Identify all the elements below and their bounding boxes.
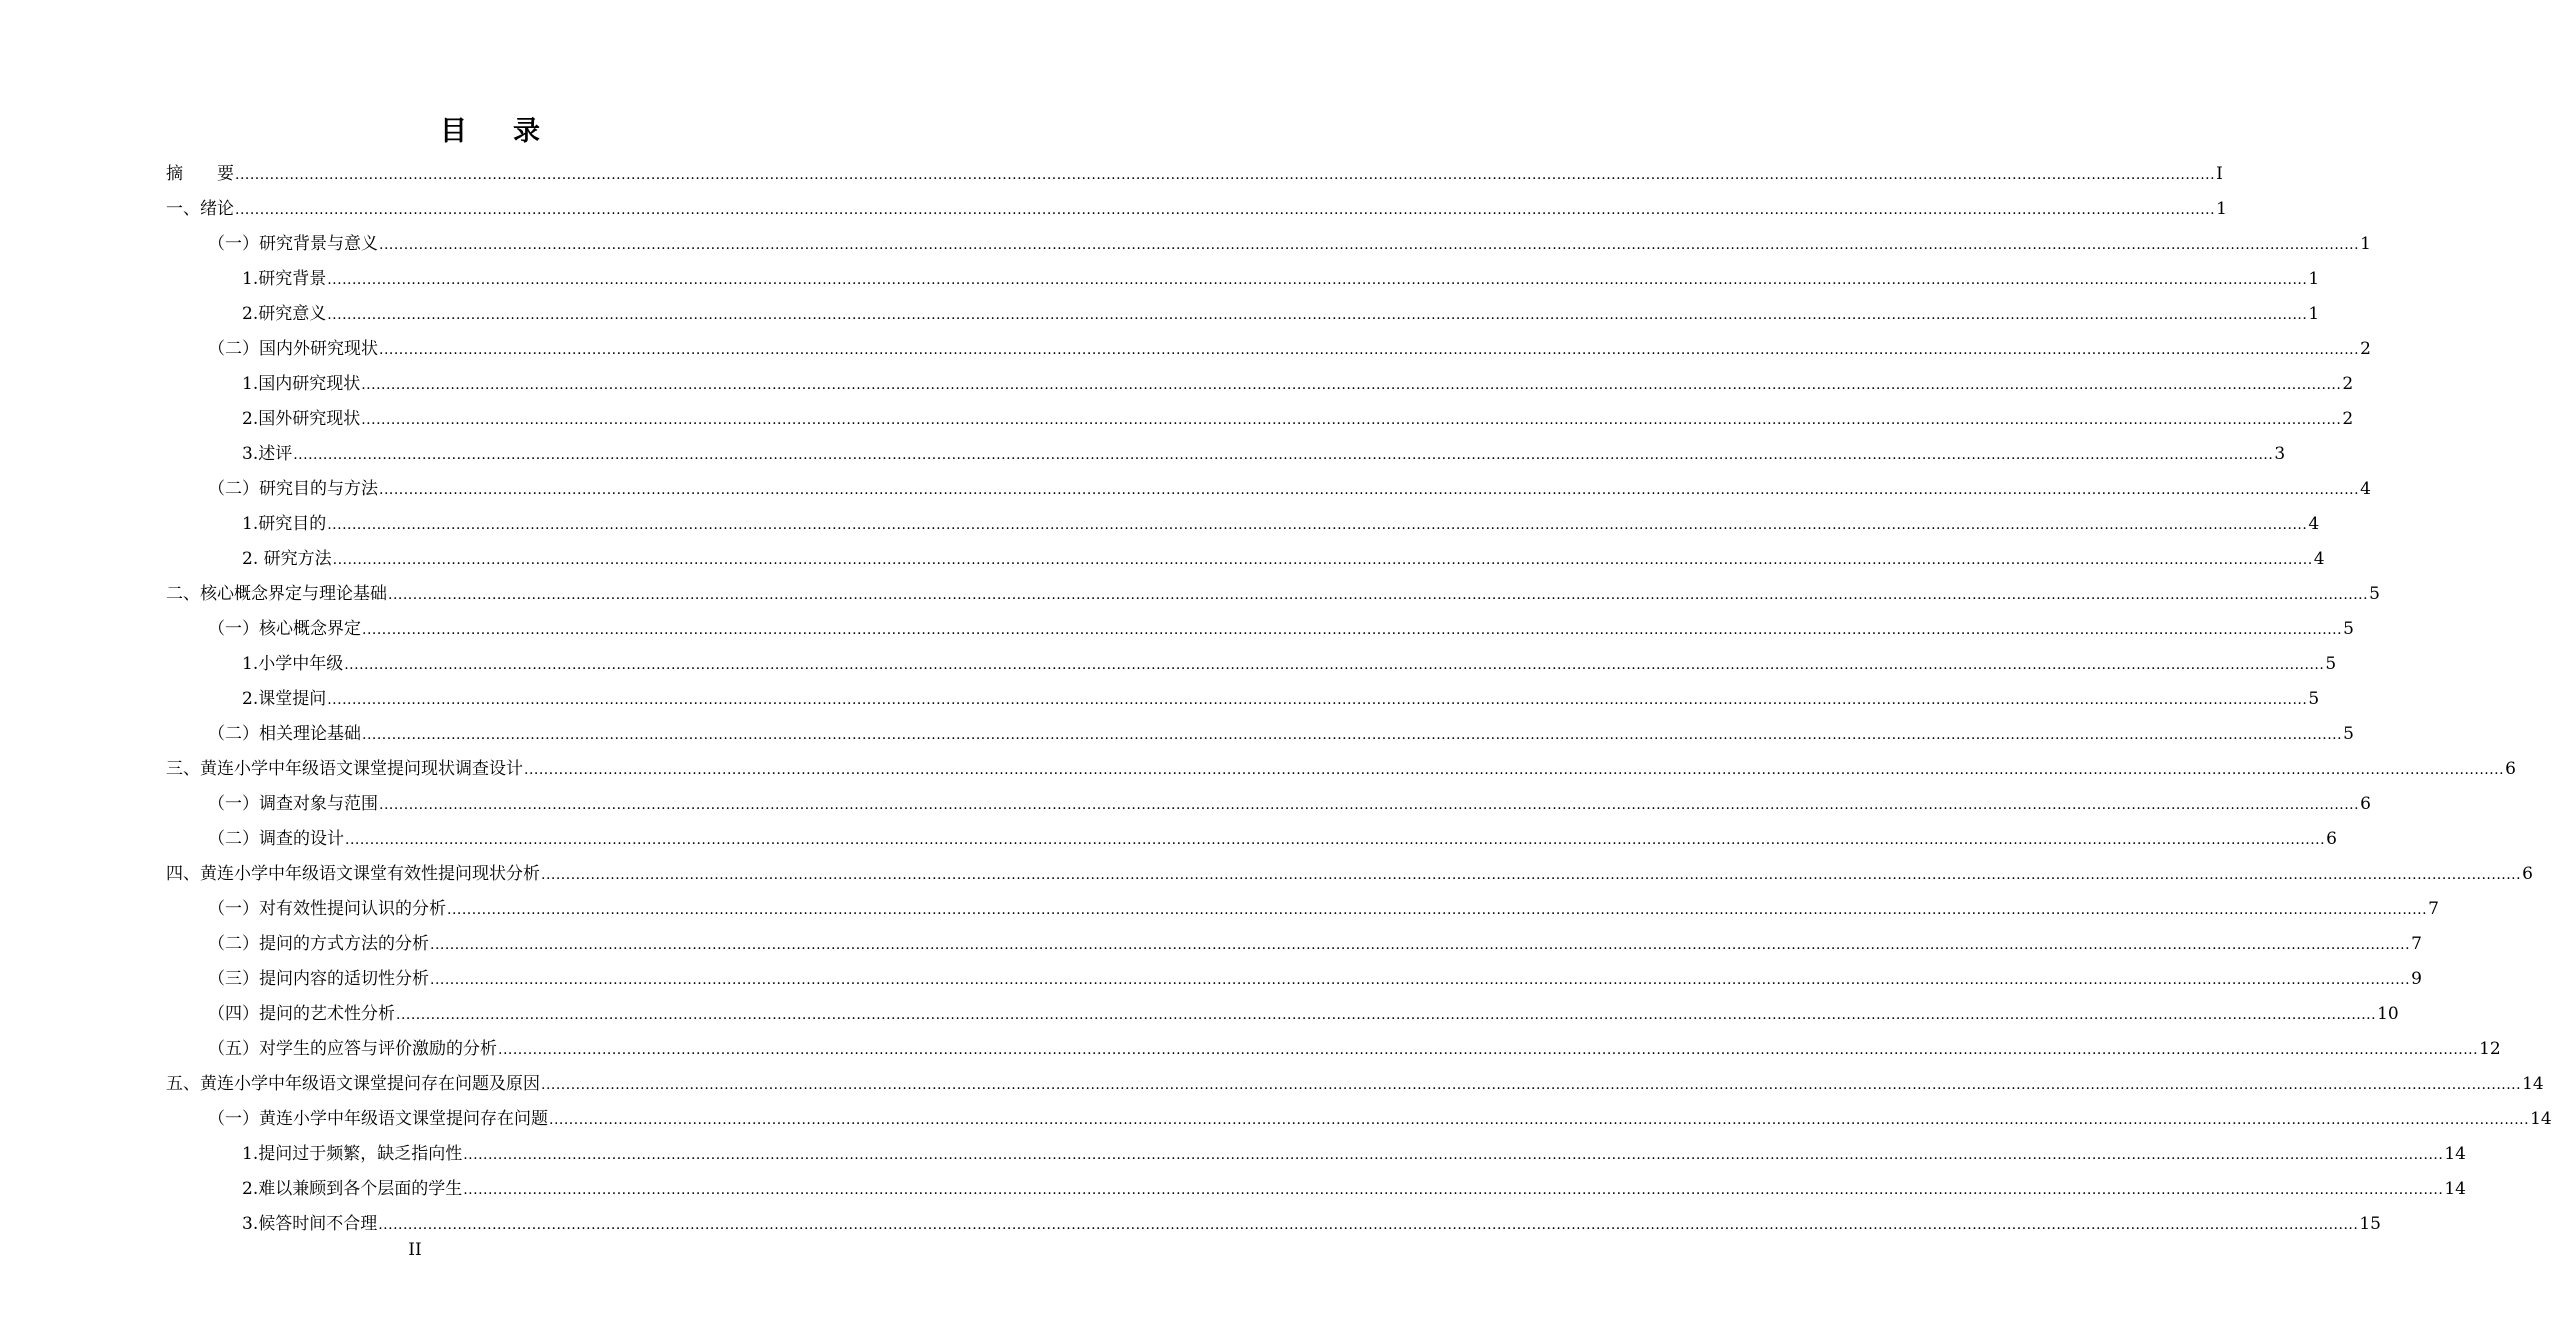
toc-dot-leader: ................................................................................................................................................................................................................................................................................................................................................................................................................ <box>379 797 2360 813</box>
toc-entry-title: 3.述评 <box>242 444 293 464</box>
toc-dot-leader: ................................................................................................................................................................................................................................................................................................................................................................................................................ <box>327 692 2308 708</box>
toc-dot-leader: ................................................................................................................................................................................................................................................................................................................................................................................................................ <box>293 447 2274 463</box>
toc-entry-page: 1 <box>2360 234 2371 254</box>
toc-entry-title: 1.小学中年级 <box>242 654 344 674</box>
toc-dot-leader: ................................................................................................................................................................................................................................................................................................................................................................................................................ <box>463 1147 2444 1163</box>
toc-entry-page: 14 <box>2444 1179 2466 1199</box>
toc-entry-page: 14 <box>2522 1074 2544 1094</box>
toc-entry[interactable] <box>166 682 2320 717</box>
toc-entry-page: 2 <box>2342 374 2354 394</box>
toc-dot-leader: ................................................................................................................................................................................................................................................................................................................................................................................................................ <box>447 902 2428 918</box>
toc-entry-page: 2 <box>2360 339 2371 359</box>
toc-entry[interactable] <box>166 542 2325 577</box>
toc-entry[interactable] <box>166 577 2380 612</box>
toc-title: 目录 <box>440 116 586 147</box>
toc-entry-title: （五）对学生的应答与评价激励的分析 <box>208 1039 497 1059</box>
toc-entry-page: 7 <box>2428 899 2439 919</box>
toc-entry-page: 3 <box>2274 444 2286 464</box>
toc-entry[interactable] <box>166 157 2223 192</box>
toc-entry[interactable] <box>166 192 2227 227</box>
toc-entry-page: 6 <box>2360 794 2371 814</box>
toc-entry-page: 1 <box>2216 199 2227 219</box>
toc-entry-title: 2.课堂提问 <box>242 689 327 709</box>
toc-dot-leader: ................................................................................................................................................................................................................................................................................................................................................................................................................ <box>430 937 2411 953</box>
toc-entry[interactable] <box>166 297 2320 332</box>
toc-entry[interactable] <box>166 647 2337 682</box>
toc-entry-page: 6 <box>2522 864 2533 884</box>
toc-entry-page: 5 <box>2369 584 2380 604</box>
toc-entry-title: （二）国内外研究现状 <box>208 339 378 359</box>
toc-entry[interactable] <box>166 227 2371 262</box>
toc-dot-leader: ................................................................................................................................................................................................................................................................................................................................................................................................................ <box>463 1182 2444 1198</box>
toc-entry-title: （二）相关理论基础 <box>208 724 361 744</box>
toc-entry[interactable] <box>166 1032 2501 1067</box>
toc-entry[interactable] <box>166 787 2371 822</box>
toc-entry-title: 1.国内研究现状 <box>242 374 361 394</box>
toc-dot-leader: ................................................................................................................................................................................................................................................................................................................................................................................................................ <box>498 1042 2479 1058</box>
toc-dot-leader: ................................................................................................................................................................................................................................................................................................................................................................................................................ <box>396 1007 2377 1023</box>
toc-entry[interactable] <box>166 1067 2544 1102</box>
toc-entry-title: 四、黄连小学中年级语文课堂有效性提问现状分析 <box>166 864 540 884</box>
toc-entry-title: 2.难以兼顾到各个层面的学生 <box>242 1179 463 1199</box>
toc-entry-title: （二）提问的方式方法的分析 <box>208 934 429 954</box>
toc-entry-title: 1.研究目的 <box>242 514 327 534</box>
toc-entry-page: 1 <box>2308 304 2320 324</box>
toc-entry[interactable] <box>166 1137 2466 1172</box>
toc-dot-leader: ................................................................................................................................................................................................................................................................................................................................................................................................................ <box>541 867 2522 883</box>
toc-entry-page: 14 <box>2530 1109 2552 1129</box>
toc-entry-page: 15 <box>2359 1214 2381 1234</box>
toc-entry[interactable] <box>166 1172 2466 1207</box>
toc-entry-title: 1.研究背景 <box>242 269 327 289</box>
toc-entry-title: （一）核心概念界定 <box>208 619 361 639</box>
toc-dot-leader: ................................................................................................................................................................................................................................................................................................................................................................................................................ <box>379 482 2360 498</box>
toc-dot-leader: ................................................................................................................................................................................................................................................................................................................................................................................................................ <box>524 762 2505 778</box>
toc-entry-page: 2 <box>2342 409 2354 429</box>
toc-entry[interactable] <box>166 892 2439 927</box>
toc-entry-title: （一）对有效性提问认识的分析 <box>208 899 446 919</box>
toc-dot-leader: ................................................................................................................................................................................................................................................................................................................................................................................................................ <box>327 517 2308 533</box>
toc-dot-leader: ................................................................................................................................................................................................................................................................................................................................................................................................................ <box>362 727 2343 743</box>
toc-dot-leader: ................................................................................................................................................................................................................................................................................................................................................................................................................ <box>361 377 2342 393</box>
toc-dot-leader: ................................................................................................................................................................................................................................................................................................................................................................................................................ <box>235 167 2216 183</box>
toc-dot-leader: ................................................................................................................................................................................................................................................................................................................................................................................................................ <box>430 972 2411 988</box>
toc-entry[interactable] <box>166 472 2371 507</box>
toc-entry-title: （二）研究目的与方法 <box>208 479 378 499</box>
toc-entry-title: （一）黄连小学中年级语文课堂提问存在问题 <box>208 1109 548 1129</box>
toc-entry-title: 2. 研究方法 <box>242 549 332 569</box>
toc-entry-title: 三、黄连小学中年级语文课堂提问现状调查设计 <box>166 759 523 779</box>
toc-entry[interactable] <box>166 332 2371 367</box>
toc-entry-title: （三）提问内容的适切性分析 <box>208 969 429 989</box>
toc-dot-leader: ................................................................................................................................................................................................................................................................................................................................................................................................................ <box>235 202 2216 218</box>
toc-entry[interactable] <box>166 752 2516 787</box>
toc-entry-page: 5 <box>2325 654 2337 674</box>
toc-entry-title: （一）研究背景与意义 <box>208 234 378 254</box>
toc-dot-leader: ................................................................................................................................................................................................................................................................................................................................................................................................................ <box>378 1217 2359 1233</box>
toc-entry-title: 五、黄连小学中年级语文课堂提问存在问题及原因 <box>166 1074 540 1094</box>
toc-entry[interactable] <box>166 927 2422 962</box>
toc-entry-page: 5 <box>2308 689 2320 709</box>
toc-entry[interactable] <box>166 507 2320 542</box>
toc-entry[interactable] <box>166 997 2399 1032</box>
toc-dot-leader: ................................................................................................................................................................................................................................................................................................................................................................................................................ <box>379 237 2360 253</box>
toc-entry[interactable] <box>166 262 2320 297</box>
toc-entry-title: 一、绪论 <box>166 199 234 219</box>
toc-entry-title: （二）调查的设计 <box>208 829 344 849</box>
toc-entry-title: （四）提问的艺术性分析 <box>208 1004 395 1024</box>
toc-entry[interactable] <box>166 1207 2381 1242</box>
toc-entry-title: 二、核心概念界定与理论基础 <box>166 584 387 604</box>
table-of-contents <box>166 157 2552 1242</box>
toc-entry-page: 10 <box>2377 1004 2399 1024</box>
toc-entry-page: 4 <box>2360 479 2371 499</box>
toc-entry-title: 3.候答时间不合理 <box>242 1214 378 1234</box>
toc-entry[interactable] <box>166 857 2533 892</box>
toc-entry-title: 摘 要 <box>166 164 234 184</box>
toc-entry-page: 6 <box>2505 759 2516 779</box>
toc-entry-page: 6 <box>2326 829 2337 849</box>
toc-dot-leader: ................................................................................................................................................................................................................................................................................................................................................................................................................ <box>379 342 2360 358</box>
toc-entry-page: 4 <box>2313 549 2325 569</box>
toc-entry-page: 5 <box>2343 724 2354 744</box>
toc-dot-leader: ................................................................................................................................................................................................................................................................................................................................................................................................................ <box>388 587 2369 603</box>
toc-dot-leader: ................................................................................................................................................................................................................................................................................................................................................................................................................ <box>361 412 2342 428</box>
toc-entry-page: 12 <box>2479 1039 2501 1059</box>
toc-entry-title: 1.提问过于频繁，缺乏指向性 <box>242 1144 463 1164</box>
toc-dot-leader: ................................................................................................................................................................................................................................................................................................................................................................................................................ <box>345 832 2326 848</box>
toc-entry[interactable] <box>166 612 2354 647</box>
toc-dot-leader: ................................................................................................................................................................................................................................................................................................................................................................................................................ <box>327 307 2308 323</box>
toc-entry[interactable] <box>166 367 2354 402</box>
toc-entry[interactable] <box>166 1102 2552 1137</box>
toc-entry-title: 2.国外研究现状 <box>242 409 361 429</box>
toc-entry-title: 2.研究意义 <box>242 304 327 324</box>
toc-dot-leader: ................................................................................................................................................................................................................................................................................................................................................................................................................ <box>541 1077 2522 1093</box>
toc-dot-leader: ................................................................................................................................................................................................................................................................................................................................................................................................................ <box>332 552 2313 568</box>
toc-entry[interactable] <box>166 822 2337 857</box>
toc-entry[interactable] <box>166 402 2354 437</box>
toc-entry[interactable] <box>166 717 2354 752</box>
toc-entry-page: 7 <box>2411 934 2422 954</box>
toc-dot-leader: ................................................................................................................................................................................................................................................................................................................................................................................................................ <box>327 272 2308 288</box>
toc-entry-page: 1 <box>2308 269 2320 289</box>
toc-entry-page: 5 <box>2343 619 2354 639</box>
toc-entry-page: 14 <box>2444 1144 2466 1164</box>
toc-entry-page: 4 <box>2308 514 2320 534</box>
toc-dot-leader: ................................................................................................................................................................................................................................................................................................................................................................................................................ <box>362 622 2343 638</box>
toc-entry-page: 9 <box>2411 969 2422 989</box>
toc-dot-leader: ................................................................................................................................................................................................................................................................................................................................................................................................................ <box>549 1112 2530 1128</box>
toc-entry-title: （一）调查对象与范围 <box>208 794 378 814</box>
toc-entry-page: I <box>2216 164 2223 184</box>
toc-entry[interactable] <box>166 437 2286 472</box>
toc-dot-leader: ................................................................................................................................................................................................................................................................................................................................................................................................................ <box>344 657 2325 673</box>
page-number: II <box>408 1240 422 1260</box>
toc-entry[interactable] <box>166 962 2422 997</box>
